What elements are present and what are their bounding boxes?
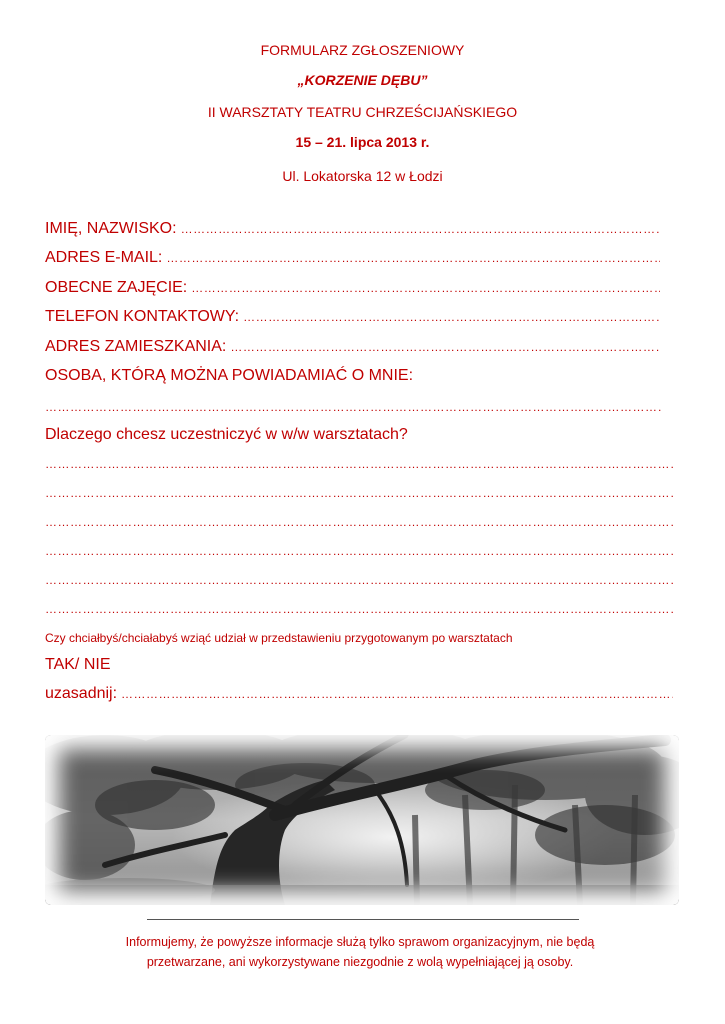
residence-label: ADRES ZAMIESZKANIA: (45, 338, 227, 355)
why-question-label: Dlaczego chcesz uczestniczyć w w/w warsztatach? (45, 426, 408, 443)
justify-field[interactable] (45, 685, 673, 703)
occupation-field[interactable] (45, 279, 660, 297)
divider (147, 919, 579, 920)
oak-tree-photo (45, 735, 679, 905)
answer-line[interactable] (45, 515, 673, 529)
form-title: FORMULARZ ZGŁOSZENIOWY (260, 42, 465, 58)
participate-question: Czy chciałbyś/chciałabyś wziąć udział w przedstawieniu przygotowanym po warsztatach (45, 631, 513, 645)
phone-label: TELEFON KONTAKTOWY: (45, 308, 240, 325)
answer-line[interactable] (45, 486, 673, 500)
contact-person-label: OSOBA, KTÓRĄ MOŻNA POWIADAMIAĆ O MNIE: (45, 367, 414, 384)
name-fill-line[interactable] (181, 222, 660, 236)
email-fill-line[interactable] (166, 251, 660, 265)
justify-fill-line[interactable] (121, 687, 673, 701)
contact-person-fill-line[interactable] (45, 400, 661, 414)
occupation-fill-line[interactable] (191, 281, 660, 295)
event-address: Ul. Lokatorska 12 w Łodzi (282, 168, 443, 184)
yes-no-options[interactable]: TAK/ NIE (45, 656, 111, 673)
event-dates: 15 – 21. lipca 2013 r. (295, 134, 430, 150)
answer-line[interactable] (45, 544, 673, 558)
occupation-label: OBECNE ZAJĘCIE: (45, 279, 188, 296)
answer-line[interactable] (45, 602, 673, 616)
justify-label: uzasadnij: (45, 685, 118, 702)
name-label: IMIĘ, NAZWISKO: (45, 220, 177, 237)
phone-field[interactable] (45, 308, 660, 326)
answer-line[interactable] (45, 457, 673, 471)
phone-fill-line[interactable] (243, 310, 660, 324)
privacy-notice-line2: przetwarzane, ani wykorzystywane niezgodnie z wolą wypełniającej ją osoby. (146, 955, 574, 969)
event-edition: II WARSZTATY TEATRU CHRZEŚCIJAŃSKIEGO (207, 104, 518, 120)
name-field[interactable] (45, 220, 660, 238)
privacy-notice-line1: Informujemy, że powyższe informacje służą tylko sprawom organizacyjnym, nie będą (125, 935, 595, 949)
residence-field[interactable] (45, 338, 660, 356)
residence-fill-line[interactable] (230, 340, 660, 354)
event-name: „KORZENIE DĘBU” (297, 72, 428, 88)
privacy-notice (60, 932, 660, 972)
answer-line[interactable] (45, 573, 673, 587)
email-label: ADRES E-MAIL: (45, 249, 163, 266)
email-field[interactable] (45, 249, 660, 267)
